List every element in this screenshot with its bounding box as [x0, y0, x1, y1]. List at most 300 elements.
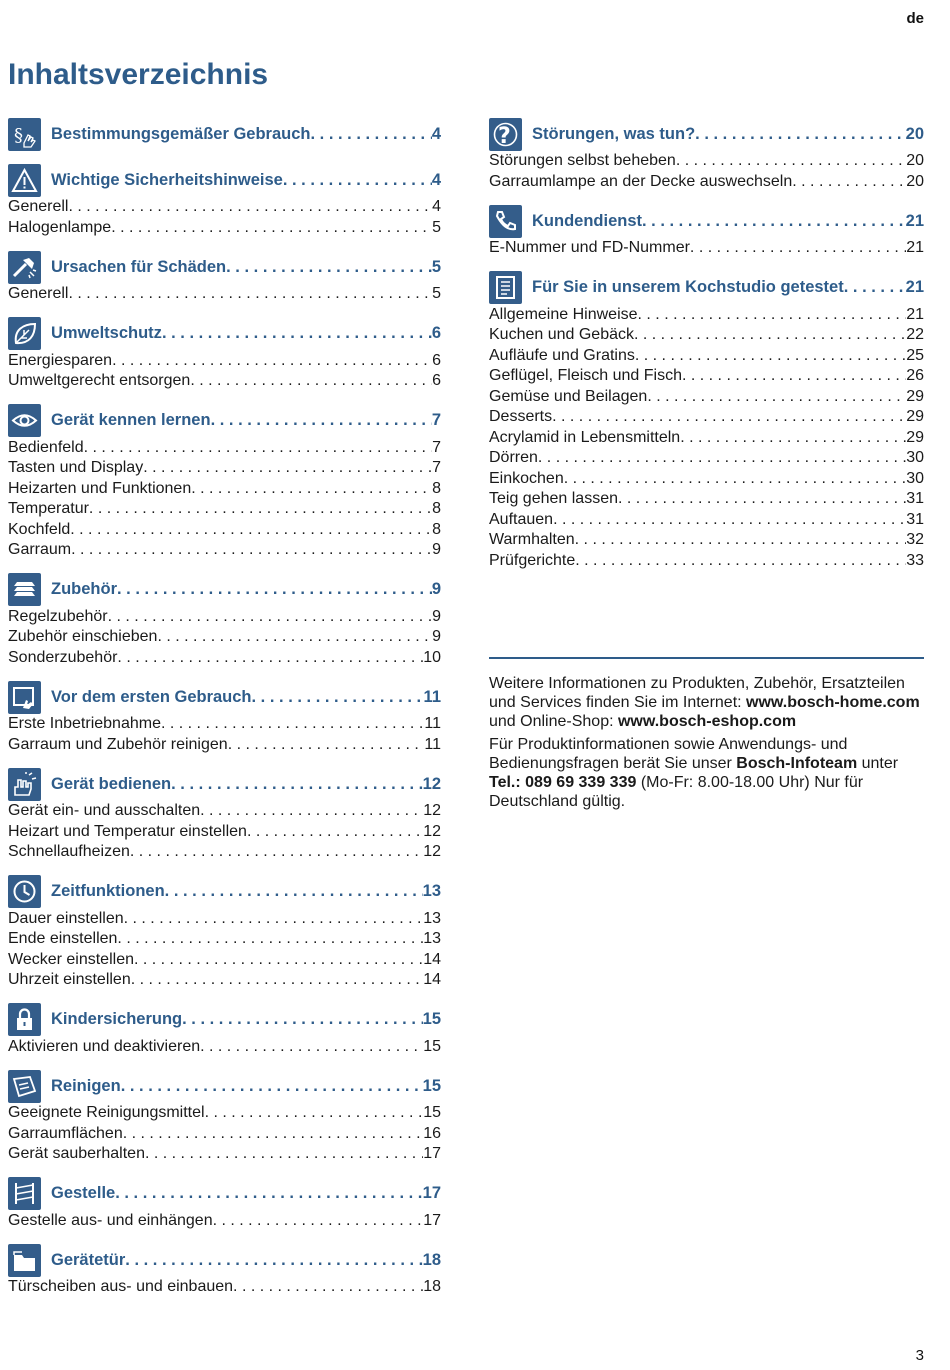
dot-leader: [792, 172, 906, 193]
section-heading[interactable]: [51, 688, 441, 707]
page-ref: 32: [906, 531, 924, 548]
page-ref: 33: [906, 551, 924, 569]
dot-leader: [311, 125, 432, 144]
dot-leader: [283, 171, 432, 190]
page-ref: 5: [432, 285, 441, 302]
dot-leader: [844, 278, 906, 297]
section-header: [489, 204, 924, 238]
page-ref: 12: [423, 822, 441, 840]
page-ref: 18: [423, 1278, 441, 1295]
page-ref: 4: [432, 198, 441, 215]
entry-label: Kuchen und Gebäck: [489, 326, 634, 343]
lock-icon: [8, 1003, 41, 1036]
section-title: Für Sie in unserem Kochstudio getestet: [532, 278, 844, 296]
dot-leader: [642, 212, 906, 231]
page-ref: 6: [431, 324, 441, 342]
entry-label: Kochfeld: [8, 520, 71, 538]
dot-leader: [575, 551, 906, 572]
section-header: [8, 1003, 441, 1037]
toc-entry[interactable]: [489, 238, 924, 259]
entry-label: Sonderzubehör: [8, 648, 118, 666]
entry-label: Umweltgerecht entsorgen: [8, 372, 191, 389]
toc-entry[interactable]: [8, 1103, 441, 1124]
section-title: Zubehör: [51, 580, 117, 598]
entry-label: Garraum: [8, 541, 72, 558]
dot-leader: [131, 970, 423, 991]
section-title: Gestelle: [51, 1184, 116, 1202]
page-ref: 17: [422, 1184, 441, 1202]
dot-leader: [228, 735, 425, 756]
online-shop-text: und Online-Shop:: [489, 713, 618, 730]
toc-section: [8, 767, 441, 863]
dot-leader: [112, 351, 432, 372]
rack-icon: [8, 1177, 41, 1210]
toc-entry[interactable]: [8, 909, 441, 930]
toc-entry[interactable]: [8, 1037, 441, 1058]
dot-leader: [211, 411, 432, 430]
entry-label: Heizarten und Funktionen: [8, 479, 192, 497]
section-heading[interactable]: [51, 411, 441, 430]
dot-leader: [634, 325, 906, 346]
dot-leader: [680, 428, 906, 449]
dot-leader: [552, 407, 906, 428]
dot-leader: [247, 822, 423, 843]
toc-entry[interactable]: [489, 366, 924, 387]
section-title: Kindersicherung: [51, 1010, 183, 1028]
dot-leader: [200, 801, 423, 822]
entry-label: Garraumlampe an der Decke auswechseln: [489, 172, 793, 190]
dot-leader: [233, 1277, 423, 1298]
page-ref: 5: [432, 218, 441, 236]
page-ref: 22: [906, 326, 924, 343]
entry-label: Zubehör einschieben: [8, 628, 158, 645]
page-ref: 11: [424, 735, 441, 753]
toc-entry[interactable]: [8, 735, 441, 756]
section-title: Ursachen für Schäden: [51, 257, 227, 276]
section-heading[interactable]: [532, 125, 924, 144]
page-ref: 9: [432, 541, 441, 558]
internet-info: [489, 674, 924, 731]
toc-section: [8, 317, 441, 392]
toc-section: [489, 271, 924, 572]
toc-section: [8, 1177, 441, 1232]
dot-leader: [205, 1103, 424, 1124]
dot-leader: [125, 1251, 422, 1270]
page-ref: 6: [432, 372, 441, 389]
page-ref: 25: [906, 346, 924, 364]
toc-entry[interactable]: [8, 197, 441, 218]
section-heading[interactable]: [532, 278, 924, 297]
toc-entry[interactable]: [8, 842, 441, 863]
page-ref: 16: [423, 1124, 441, 1142]
page-ref: 17: [423, 1145, 441, 1162]
entry-label: Dauer einstellen: [8, 909, 124, 927]
page-ref: 9: [432, 628, 441, 645]
dot-leader: [71, 540, 432, 561]
dot-leader: [108, 607, 432, 628]
page-ref: 20: [906, 152, 924, 169]
entry-label: Tasten und Display: [8, 459, 144, 476]
page-ref: 18: [422, 1250, 441, 1269]
dot-leader: [130, 842, 423, 863]
toc-entry[interactable]: [489, 510, 924, 531]
section-header: [489, 117, 924, 151]
entry-label: Auftauen: [489, 510, 554, 528]
toc-entry[interactable]: [8, 970, 441, 991]
infoteam-text: Für Produktinformationen sowie Anwendungs- und Bedienungsfragen berät Sie unser: [489, 736, 848, 772]
page-ref: 21: [905, 278, 924, 296]
toc-entry[interactable]: [8, 607, 441, 628]
infoteam-phone: Tel.: 089 69 339 339: [489, 774, 637, 791]
section-title: Kundendienst: [532, 211, 642, 230]
hammer-damage-icon: [8, 251, 41, 284]
info-footer: [489, 657, 924, 815]
section-title: Gerät bedienen: [51, 774, 172, 793]
toc-entry[interactable]: [489, 551, 924, 572]
entry-label: Allgemeine Hinweise: [489, 305, 638, 323]
section-heading[interactable]: [51, 580, 441, 599]
page-ref: 8: [432, 500, 441, 517]
toc-section: [8, 875, 441, 991]
toc-entry[interactable]: [489, 428, 924, 449]
dot-leader: [618, 489, 906, 510]
toc-entry[interactable]: [489, 346, 924, 367]
dot-leader: [143, 458, 432, 479]
section-heading[interactable]: [51, 258, 441, 277]
dot-leader: [226, 258, 432, 277]
dot-leader: [111, 218, 432, 239]
leaf-icon: [8, 317, 41, 350]
dot-leader: [117, 580, 432, 599]
entry-label: Halogenlampe: [8, 218, 112, 236]
toc-entry[interactable]: [8, 520, 441, 541]
eye-icon: [8, 404, 41, 437]
dot-leader: [134, 950, 423, 971]
dot-leader: [68, 197, 432, 218]
entry-label: Prüfgerichte: [489, 551, 576, 569]
toc-entry[interactable]: [8, 950, 441, 971]
entry-label: Gerät sauberhalten: [8, 1145, 145, 1162]
section-heading[interactable]: [532, 212, 924, 231]
section-title: Störungen, was tun?: [532, 124, 696, 143]
page-ref: 15: [423, 1037, 441, 1055]
dot-leader: [70, 520, 432, 541]
toc-entry[interactable]: [489, 172, 924, 193]
toc-entry[interactable]: [489, 448, 924, 469]
page-ref: 31: [906, 510, 924, 528]
page-ref: 21: [906, 305, 924, 323]
page-ref: 5: [431, 257, 441, 276]
page-ref: 9: [431, 580, 441, 598]
entry-label: Generell: [8, 285, 69, 302]
dot-leader: [676, 151, 906, 172]
toc-entry[interactable]: [8, 822, 441, 843]
entry-label: Heizart und Temperatur einstellen: [8, 822, 247, 840]
toc-entry[interactable]: [8, 438, 441, 459]
warning-triangle-icon: [8, 164, 41, 197]
toc-left-column: [8, 113, 441, 1298]
dot-leader: [84, 438, 432, 459]
page-ref: 21: [906, 239, 924, 256]
section-header: [8, 117, 441, 151]
entry-label: Störungen selbst beheben: [489, 152, 676, 169]
section-heading[interactable]: [51, 125, 441, 144]
entry-label: Teig gehen lassen: [489, 490, 618, 507]
toc-entry[interactable]: [8, 929, 441, 950]
entry-label: Schnellaufheizen: [8, 843, 130, 860]
page-ref: 13: [423, 909, 441, 927]
section-header: [8, 163, 441, 197]
page-ref: 7: [432, 438, 441, 456]
toc-entry[interactable]: [8, 627, 441, 648]
page-ref: 15: [422, 1076, 441, 1095]
page-ref: 30: [906, 469, 924, 487]
section-heading[interactable]: [51, 775, 441, 794]
toc-entry[interactable]: [8, 218, 441, 239]
accessory-trays-icon: [8, 573, 41, 606]
toc-entry[interactable]: [489, 325, 924, 346]
entry-label: Generell: [8, 198, 69, 215]
language-tag: de: [906, 10, 924, 27]
page-ref: 12: [423, 843, 441, 860]
entry-label: Geflügel, Fleisch und Fisch: [489, 367, 682, 384]
dot-leader: [145, 1144, 423, 1165]
dot-leader: [690, 238, 906, 259]
page-ref: 17: [423, 1211, 441, 1229]
dot-leader: [182, 1010, 423, 1029]
dot-leader: [171, 775, 423, 794]
recipe-list-icon: [489, 271, 522, 304]
toc-entry[interactable]: [489, 530, 924, 551]
section-header: [8, 573, 441, 607]
page-ref: 12: [423, 802, 441, 819]
page-ref: 29: [906, 428, 924, 446]
section-heading[interactable]: [51, 882, 441, 901]
toc-entry[interactable]: [8, 458, 441, 479]
section-header: [8, 317, 441, 351]
entry-label: Desserts: [489, 408, 553, 425]
entry-label: Erste Inbetriebnahme: [8, 715, 161, 732]
toc-entry[interactable]: [8, 371, 441, 392]
section-heading[interactable]: [51, 1077, 441, 1096]
toc-entry[interactable]: [8, 284, 441, 305]
toc-entry[interactable]: [489, 305, 924, 326]
dot-leader: [191, 479, 432, 500]
page-ref: 30: [906, 449, 924, 466]
dot-leader: [161, 714, 424, 735]
toc-section: [489, 117, 924, 192]
toc-entry[interactable]: [8, 1277, 441, 1298]
page-ref: 14: [423, 971, 441, 988]
entry-label: Aufläufe und Gratins: [489, 346, 635, 364]
page-ref: 13: [422, 882, 441, 900]
entry-label: Regelzubehör: [8, 607, 108, 625]
dot-leader: [695, 125, 905, 144]
dot-leader: [564, 469, 906, 490]
page-ref: 15: [422, 1010, 441, 1028]
dot-leader: [635, 346, 906, 367]
dot-leader: [157, 627, 432, 648]
toc-entry[interactable]: [489, 387, 924, 408]
section-header: [8, 1243, 441, 1277]
page-ref: 12: [422, 774, 441, 793]
section-title: Umweltschutz: [51, 324, 162, 342]
toc-entry[interactable]: [489, 469, 924, 490]
toc-section: [8, 1243, 441, 1298]
entry-label: Uhrzeit einstellen: [8, 971, 131, 988]
entry-label: Warmhalten: [489, 531, 575, 548]
page-ref: 11: [423, 687, 441, 706]
page-ref: 29: [906, 387, 924, 405]
section-title: Gerätetür: [51, 1250, 126, 1269]
page-ref: 20: [905, 124, 924, 143]
page-ref: 26: [906, 367, 924, 384]
entry-label: Geeignete Reinigungsmittel: [8, 1104, 205, 1121]
section-header: [8, 1177, 441, 1211]
dot-leader: [121, 1077, 423, 1096]
page-ref: 11: [424, 715, 441, 732]
page-ref: 10: [423, 648, 441, 666]
dot-leader: [115, 1184, 422, 1203]
entry-label: Gerät ein- und ausschalten: [8, 802, 201, 819]
entry-label: Gemüse und Beilagen: [489, 387, 648, 405]
toc-entry[interactable]: [489, 407, 924, 428]
dot-leader: [682, 366, 906, 387]
dot-leader: [162, 324, 432, 343]
entry-label: Garraum und Zubehör reinigen: [8, 735, 228, 753]
dot-leader: [117, 648, 423, 669]
page-ref: 7: [432, 459, 441, 476]
entry-label: Energiesparen: [8, 351, 113, 369]
toc-entry[interactable]: [8, 648, 441, 669]
toc-entry[interactable]: [8, 714, 441, 735]
section-header: [8, 875, 441, 909]
page-ref: 4: [431, 170, 441, 189]
phone-icon: [489, 205, 522, 238]
infoteam-name: Bosch-Infoteam: [736, 755, 858, 772]
dot-leader: [553, 510, 906, 531]
toc-entry[interactable]: [8, 351, 441, 372]
section-header: [8, 680, 441, 714]
toc-entry[interactable]: [8, 499, 441, 520]
toc-entry[interactable]: [8, 1144, 441, 1165]
infoteam-unter: unter: [857, 755, 899, 772]
dot-leader: [252, 688, 424, 707]
section-heading[interactable]: [51, 1184, 441, 1203]
section-heading[interactable]: [51, 171, 441, 190]
entry-label: Garraumflächen: [8, 1124, 123, 1142]
operate-hand-icon: [8, 768, 41, 801]
toc-section: [8, 680, 441, 755]
page-ref: 21: [905, 211, 924, 230]
entry-label: Bedienfeld: [8, 438, 84, 456]
dot-leader: [647, 387, 906, 408]
page-title: Inhaltsverzeichnis: [8, 58, 269, 91]
internet-info-text: Weitere Informationen zu Produkten, Zubehör, Ersatzteilen und Services finden Sie im Internet:: [489, 675, 905, 711]
dot-leader: [123, 1124, 423, 1145]
page-ref: 20: [906, 172, 924, 190]
bosch-home-link[interactable]: www.bosch-home.com: [746, 694, 920, 711]
toc-entry[interactable]: [8, 801, 441, 822]
section-title: Vor dem ersten Gebrauch: [51, 687, 252, 706]
toc-entry[interactable]: [8, 1211, 441, 1232]
page-ref: 4: [431, 124, 441, 143]
toc-section: [8, 250, 441, 305]
question-icon: [489, 118, 522, 151]
toc-section: [8, 117, 441, 151]
dot-leader: [124, 909, 424, 930]
section-heading[interactable]: [51, 324, 441, 343]
toc-entry[interactable]: [8, 1124, 441, 1145]
section-header: [8, 1069, 441, 1103]
entry-label: E-Nummer und FD-Nummer: [489, 239, 690, 256]
dot-leader: [117, 929, 423, 950]
dot-leader: [638, 305, 907, 326]
entry-label: Einkochen: [489, 469, 564, 487]
section-title: Reinigen: [51, 1076, 121, 1095]
svg-text:?: ?: [498, 123, 511, 148]
section-heading[interactable]: [51, 1251, 441, 1270]
entry-label: Wecker einstellen: [8, 950, 134, 968]
dot-leader: [575, 530, 907, 551]
toc-entry[interactable]: [8, 540, 441, 561]
entry-label: Gestelle aus- und einhängen: [8, 1211, 213, 1229]
page-ref: 31: [906, 490, 924, 507]
toc-section: [8, 573, 441, 669]
infoteam-hours: (Mo-Fr: 8.00-18.00 Uhr) Nur für Deutschland gültig.: [489, 774, 864, 810]
dot-leader: [190, 371, 432, 392]
dot-leader: [213, 1211, 424, 1232]
entry-label: Acrylamid in Lebensmitteln: [489, 428, 681, 446]
section-header: [8, 404, 441, 438]
section-header: [8, 250, 441, 284]
dot-leader: [538, 448, 906, 469]
toc-section: [8, 1003, 441, 1058]
page-ref: 8: [432, 479, 441, 497]
first-use-icon: [8, 681, 41, 714]
page-ref: 7: [431, 411, 441, 429]
toc-entry[interactable]: [489, 489, 924, 510]
entry-label: Aktivieren und deaktivieren: [8, 1037, 201, 1055]
clock-icon: [8, 875, 41, 908]
toc-section: [8, 1069, 441, 1165]
toc-entry[interactable]: [489, 151, 924, 172]
section-header: [8, 767, 441, 801]
toc-right-column: [489, 113, 924, 571]
entry-label: Temperatur: [8, 500, 89, 517]
entry-label: Dörren: [489, 449, 538, 466]
section-title: Wichtige Sicherheitshinweise: [51, 170, 283, 189]
section-title: Zeitfunktionen: [51, 882, 165, 900]
door-icon: [8, 1244, 41, 1277]
section-title: Bestimmungsgemäßer Gebrauch: [51, 124, 311, 143]
page-ref: 13: [423, 930, 441, 947]
toc-section: [8, 404, 441, 561]
page-ref: 29: [906, 408, 924, 425]
bosch-eshop-link[interactable]: www.bosch-eshop.com: [617, 713, 797, 730]
toc-entry[interactable]: [8, 479, 441, 500]
infoteam-info: [489, 735, 924, 811]
page-ref: 14: [423, 950, 441, 968]
page-number: 3: [915, 1347, 924, 1364]
section-header: [489, 271, 924, 305]
section-heading[interactable]: [51, 1010, 441, 1029]
entry-label: Ende einstellen: [8, 930, 118, 947]
toc-section: [8, 163, 441, 238]
page-ref: 8: [432, 520, 441, 538]
toc-section: [489, 204, 924, 259]
dot-leader: [89, 499, 432, 520]
